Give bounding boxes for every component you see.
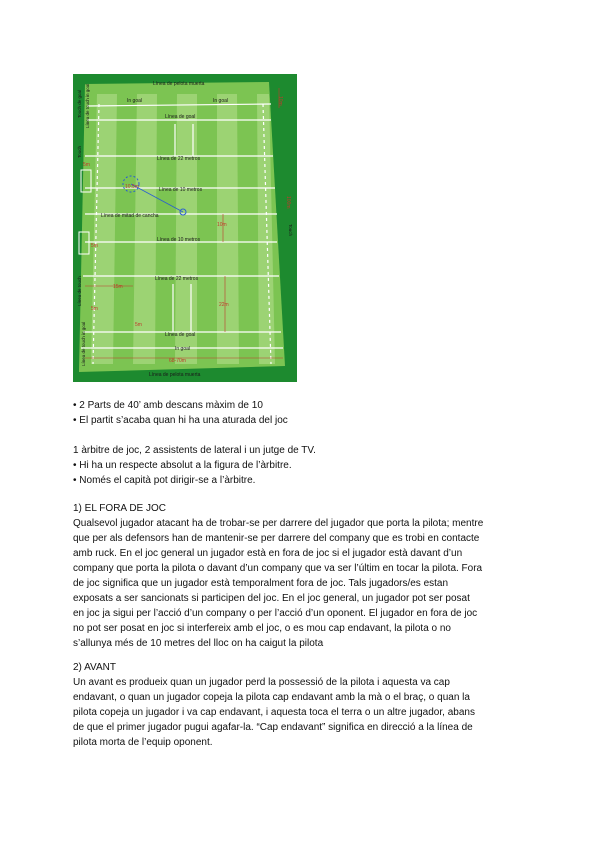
label-dead-ball-bottom: Línea de pelota muerta xyxy=(149,372,201,378)
referee-line-2: • Hi ha un respecte absolut a la figura de l’àrbitre. xyxy=(73,460,292,471)
measure-top-right: 10m xyxy=(277,96,283,106)
label-halfway: Línea de mitad de cancha xyxy=(101,213,159,219)
measure-5m-left: 5m xyxy=(83,162,90,168)
label-22-top: Línea de 22 metros xyxy=(157,156,201,162)
paragraph-line: exposats a ser sancionats si participen del joc. En el joc general, un jugador pot ser posat xyxy=(73,593,470,604)
section-knock-on xyxy=(73,660,533,750)
measure-5m-bottom: 5m xyxy=(91,306,98,312)
paragraph-line: amb ruck. En el joc general un jugador està en fora de joc si el jugador està davant d’un xyxy=(73,548,463,559)
label-touch-line: Línea de touch xyxy=(77,276,82,306)
label-touch-left: Touch xyxy=(77,145,82,158)
label-10-top: Línea de 10 metros xyxy=(159,187,203,193)
measure-5m-left2: 5m xyxy=(91,243,98,249)
measure-width-total: 68-70m xyxy=(169,358,186,364)
label-in-goal-left: In goal xyxy=(127,98,143,104)
paragraph-line: Un avant es produeix quan un jugador perd la possessió de la pilota i aquesta va cap xyxy=(73,677,450,688)
referee-line-3: • Només el capità pot dirigir-se a l’àrbitre. xyxy=(73,475,256,486)
duration-line-1: • 2 Parts de 40’ amb descans màxim de 10 xyxy=(73,400,263,411)
paragraph-line: company que porta la pilota o davant d’un company que va ser l’últim en tocar la pilota. Fora xyxy=(73,563,483,574)
measure-10-5m: 10.5m xyxy=(125,184,139,190)
paragraph-line: s’allunya més de 10 metres del lloc on ha caigut la pilota xyxy=(73,638,324,649)
paragraph-line: de joc significa que un jugador està temporalment fora de joc. Tals jugadors/es estan xyxy=(73,578,449,589)
measure-10m: 10m xyxy=(217,222,227,228)
paragraph-line: de que el primer jugador pugui agafar-la. “Cap endavant” significa en direcció a la línea de xyxy=(73,722,473,733)
paragraph-line: Qualsevol jugador atacant ha de trobar-se per darrere del jugador que porta la pilota; mentre xyxy=(73,518,484,529)
label-in-goal-right: In goal xyxy=(213,98,229,104)
section-heading: 2) AVANT xyxy=(73,662,116,673)
label-touch-right: Touch xyxy=(288,224,293,237)
duration-line-2: • El partit s’acaba quan hi ha una aturada del joc xyxy=(73,415,288,426)
measure-right-side: 100m xyxy=(285,196,291,209)
label-10-bottom: Línea de 10 metros xyxy=(157,237,201,243)
label-touch-goal: Touch de goal xyxy=(77,89,82,118)
match-duration-block xyxy=(73,398,533,428)
referee-block xyxy=(73,443,533,488)
paragraph-line: en joc ja sigui per l’acció d’un company o per l’acció d’un oponent. El jugador en fora de joc xyxy=(73,608,478,619)
label-goal-line-bottom: Línea de goal xyxy=(165,332,196,338)
paragraph-line: no pot ser posat en joc si interfereix amb el joc, o es mou cap endavant, la pilota o no xyxy=(73,623,451,634)
section-heading: 1) EL FORA DE JOC xyxy=(73,503,166,514)
label-touch-in-goal-bottom: Línea de touch in goal xyxy=(81,321,86,366)
paragraph-line: pilota copeja un jugador i va cap endavant, i aquesta toca el terra o un altre jugador, abans xyxy=(73,707,475,718)
measure-22m: 22m xyxy=(219,302,229,308)
rugby-field-diagram xyxy=(73,74,297,382)
referee-line-1: 1 àrbitre de joc, 2 assistents de lateral i un jutge de TV. xyxy=(73,445,316,456)
label-touch-in-goal: Línea de touch in goal xyxy=(85,83,90,128)
field-svg xyxy=(73,74,297,382)
section-offside xyxy=(73,501,533,651)
paragraph-line: que per als defensors han de mantenir-se per darrere del company que es trobi en contacte xyxy=(73,533,480,544)
measure-15m: 15m xyxy=(113,284,123,290)
label-22-bottom: Línea de 22 metros xyxy=(155,276,199,282)
label-goal-line-top: Línea de goal xyxy=(165,114,196,120)
paragraph-line: pilota morta de l’equip oponent. xyxy=(73,737,213,748)
measure-5m-bottom2: 5m xyxy=(135,322,142,328)
paragraph-line: endavant, o quan un jugador copeja la pilota cap endavant amb la mà o el braç, o quan la xyxy=(73,692,470,703)
label-dead-ball-top: Línea de pelota muerta xyxy=(153,81,205,87)
label-in-goal-bottom: In goal xyxy=(175,346,191,352)
